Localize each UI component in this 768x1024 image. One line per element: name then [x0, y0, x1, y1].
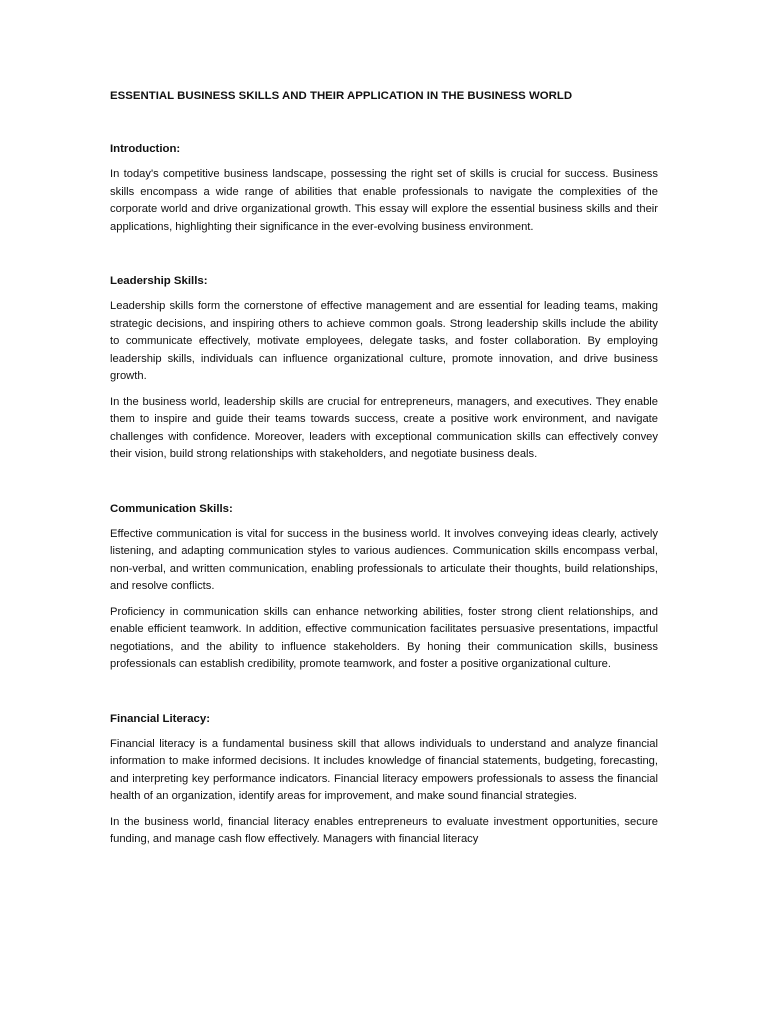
paragraph: In today's competitive business landscape, possessing the right set of skills is crucial for success. Business skills encompass a wide range of abilities that enable professionals to navigate the complexities of the corporate world and drive organizational growth. This essay will explore the essential business skills and their applications, highlighting their significance in the ever-evolving business environment. — [110, 168, 658, 233]
section-financial-literacy — [110, 711, 658, 849]
section-heading: Financial Literacy: — [110, 712, 211, 725]
section-communication-skills — [110, 501, 658, 674]
paragraph: Proficiency in communication skills can enhance networking abilities, foster strong client relationships, and enable efficient teamwork. In addition, effective communication facilitates persuasive presentations, impactful negotiations, and the ability to influence stakeholders. By honing their communication skills, business professionals can establish credibility, promote teamwork, and foster a positive organizational culture. — [110, 605, 658, 670]
paragraph: Financial literacy is a fundamental business skill that allows individuals to understand and analyze financial information to make informed decisions. It includes knowledge of financial statements, budgeting, forecasting, and interpreting key performance indicators. Financial literacy empowers professionals to assess the financial health of an organization, identify areas for improvement, and make sound financial strategies. — [110, 737, 658, 802]
section-heading: Introduction: — [110, 143, 181, 155]
document-title: ESSENTIAL BUSINESS SKILLS AND THEIR APPLICATION IN THE BUSINESS WORLD — [110, 90, 573, 102]
paragraph: In the business world, financial literacy enables entrepreneurs to evaluate investment opportunities, secure funding, and manage cash flow effectively. Managers with financial literacy — [110, 815, 658, 845]
section-leadership-skills — [110, 273, 658, 464]
paragraph: In the business world, leadership skills are crucial for entrepreneurs, managers, and executives. They enable them to inspire and guide their teams towards success, create a positive work environment, and navigate challenges with confidence. Moreover, leaders with exceptional communication skills can effectively convey their vision, build strong relationships with stakeholders, and negotiate business deals. — [110, 395, 658, 460]
paragraph: Leadership skills form the cornerstone of effective management and are essential for leading teams, making strategic decisions, and inspiring others to achieve common goals. Strong leadership skills include the ability to communicate effectively, motivate employees, delegate tasks, and foster collaboration. By employing leadership skills, individuals can influence organizational culture, promote innovation, and drive business growth. — [110, 300, 658, 382]
document-page — [110, 88, 658, 849]
section-heading: Leadership Skills: — [110, 275, 208, 287]
section-heading: Communication Skills: — [110, 502, 233, 515]
paragraph: Effective communication is vital for success in the business world. It involves conveying ideas clearly, actively listening, and adapting communication styles to various audiences. Communication skills encompass verbal, non-verbal, and written communication, enabling professionals to articulate their thoughts, build relationships, and resolve conflicts. — [110, 527, 658, 592]
section-introduction — [110, 141, 658, 236]
